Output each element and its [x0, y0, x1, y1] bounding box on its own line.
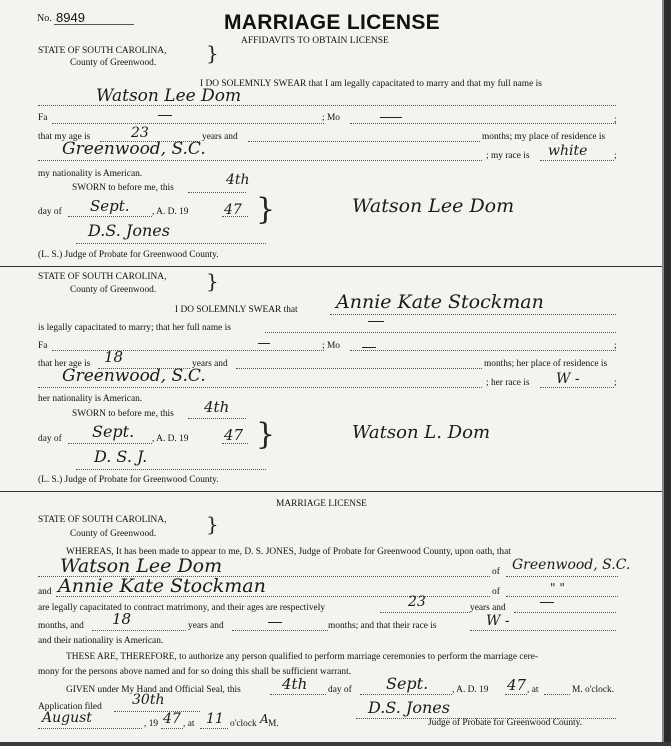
groom-age-prefix: that my age is — [38, 132, 91, 142]
license-months1-line — [514, 612, 616, 613]
bride-month-line — [68, 443, 152, 444]
groom-residence-line — [38, 160, 482, 161]
license-filed-time-line — [200, 728, 228, 729]
license-filed-m-handwritten: A — [260, 712, 269, 726]
bride-state: STATE OF SOUTH CAROLINA, — [38, 272, 167, 282]
scan-edge — [664, 0, 671, 746]
bride-sworn-brace: } — [256, 417, 276, 452]
bride-judge-signature: D. S. J. — [94, 447, 148, 466]
groom-nationality: my nationality is American. — [38, 169, 143, 179]
semicolon: ; — [614, 151, 617, 161]
bride-fa-line — [52, 350, 324, 351]
groom-state-brace: } — [206, 41, 219, 65]
groom-months-line — [248, 141, 480, 142]
bride-capacitated: is legally capacitated to marry; that her full name is — [38, 323, 231, 333]
bride-race-line — [540, 387, 614, 388]
license-county: County of Greenwood. — [70, 529, 157, 539]
semicolon: ; — [614, 341, 617, 351]
license-ad: , A. D. 19 — [452, 685, 489, 695]
license-age1-handwritten: 23 — [408, 594, 426, 610]
license-given-year-line — [505, 694, 527, 695]
document-subtitle: AFFIDAVITS TO OBTAIN LICENSE — [241, 36, 389, 46]
groom-signature: Watson Lee Dom — [352, 195, 515, 217]
license-judge-caption: Judge of Probate for Greenwood County. — [428, 718, 583, 728]
bride-year-handwritten: 47 — [224, 426, 244, 444]
groom-state: STATE OF SOUTH CAROLINA, — [38, 46, 167, 56]
license-of-1: of — [492, 567, 500, 577]
license-judge-signature: D.S. Jones — [368, 698, 450, 717]
license-m: M. — [268, 719, 279, 729]
groom-month-handwritten: Sept. — [90, 197, 130, 215]
license-ages-text: are legally capacitated to contract matrimony, and their ages are respectively — [38, 603, 326, 613]
license-race-handwritten: W - — [486, 613, 510, 629]
groom-mo-line — [350, 123, 616, 124]
document-title: MARRIAGE LICENSE — [224, 11, 440, 34]
license-year-prefix: , 19 — [144, 719, 159, 729]
groom-months-text: months; my place of residence is — [482, 132, 606, 142]
groom-day-of: day of — [38, 207, 62, 217]
groom-swear-text: I DO SOLEMNLY SWEAR that I am legally capacitated to marry and that my full name is — [200, 79, 542, 89]
license-whereas: WHEREAS, It has been made to appear to me, D. S. JONES, Judge of Probate for Greenwood County, upon oath, that — [66, 547, 511, 557]
license-nationality: and their nationality is American. — [38, 636, 164, 646]
license-given-month-line — [360, 694, 452, 695]
bride-months-line — [236, 368, 482, 369]
bride-nationality: her nationality is American. — [38, 394, 143, 404]
license-filed-month-line — [38, 728, 142, 729]
bride-name-handwritten: Annie Kate Stockman — [336, 291, 544, 313]
section-divider-1 — [0, 266, 671, 267]
license-months2-dash — [268, 622, 282, 623]
groom-year-handwritten: 47 — [224, 202, 242, 218]
groom-name-handwritten: Watson Lee Dom — [96, 86, 242, 106]
license-groom-residence-handwritten: Greenwood, S.C. — [512, 557, 631, 573]
bride-judge-line — [76, 469, 266, 470]
bride-age-suffix: years and — [192, 359, 228, 369]
license-months-and: months, and — [38, 621, 84, 631]
license-filed: Application filed — [38, 702, 102, 712]
groom-judge-line — [76, 243, 266, 244]
bride-mo-line — [350, 350, 616, 351]
groom-fa-line — [52, 123, 324, 124]
groom-ad: , A. D. 19 — [152, 207, 189, 217]
license-given-time-line — [544, 694, 570, 695]
license-filed-month-handwritten: August — [42, 710, 92, 726]
license-heading: MARRIAGE LICENSE — [276, 499, 367, 509]
license-months2-line — [232, 630, 328, 631]
groom-age-handwritten: 23 — [131, 125, 149, 141]
groom-mo-dash — [380, 117, 402, 118]
bride-state-brace: } — [206, 269, 219, 293]
bride-residence-handwritten: Greenwood, S.C. — [62, 366, 206, 386]
license-age2-handwritten: 18 — [112, 610, 132, 628]
license-race-line — [470, 630, 616, 631]
license-oclock-2: o'clock — [230, 719, 257, 729]
groom-judge-caption: (L. S.) Judge of Probate for Greenwood County. — [38, 250, 219, 260]
license-number-label: No. — [37, 13, 52, 24]
groom-year-line — [222, 216, 248, 217]
groom-sworn-text: SWORN to before me, this — [72, 183, 174, 193]
license-months1-dash — [540, 602, 554, 603]
groom-age-suffix: years and — [202, 132, 238, 142]
groom-sworn-day-handwritten: 4th — [226, 172, 250, 188]
bride-age-prefix: that her age is — [38, 359, 91, 369]
groom-judge-signature: D.S. Jones — [88, 221, 170, 240]
license-given-day-handwritten: 4th — [282, 675, 308, 693]
license-state-brace: } — [206, 512, 219, 536]
license-at-2: , at — [183, 719, 195, 729]
bride-fa-dash — [258, 343, 270, 344]
bride-month-handwritten: Sept. — [92, 422, 135, 441]
section-divider-2 — [0, 491, 671, 492]
groom-residence-handwritten: Greenwood, S.C. — [62, 139, 206, 159]
groom-race-line — [540, 160, 614, 161]
bride-ad: , A. D. 19 — [152, 434, 189, 444]
groom-race-label: ; my race is — [486, 151, 530, 161]
bride-signature: Watson L. Dom — [352, 422, 491, 443]
bride-mo-label: ; Mo — [322, 341, 340, 351]
license-these-are-2: mony for the persons above named and for so doing this shall be sufficient warrant. — [38, 667, 352, 677]
bride-year-line — [222, 443, 248, 444]
license-filed-time-handwritten: 11 — [206, 711, 224, 727]
license-filed-day-handwritten: 30th — [132, 692, 165, 708]
number-line — [54, 24, 134, 25]
bride-swear-text: I DO SOLEMNLY SWEAR that — [175, 305, 298, 315]
license-filed-year-handwritten: 47 — [163, 711, 181, 727]
license-oclock: M. o'clock. — [572, 685, 615, 695]
license-state: STATE OF SOUTH CAROLINA, — [38, 515, 167, 525]
groom-month-line — [68, 216, 152, 217]
scan-bottom-edge — [0, 742, 671, 746]
bride-mo-dash — [362, 347, 376, 348]
license-given-month-handwritten: Sept. — [386, 674, 429, 693]
license-given: GIVEN under My Hand and Official Seal, this — [66, 685, 241, 695]
groom-name-line — [38, 105, 616, 106]
license-years-and: years and — [470, 603, 506, 613]
bride-county: County of Greenwood. — [70, 285, 157, 295]
bride-fa-label: Fa — [38, 341, 48, 351]
bride-race-label: ; her race is — [486, 378, 530, 388]
license-given-year-handwritten: 47 — [507, 676, 527, 694]
license-groom-handwritten: Watson Lee Dom — [60, 555, 223, 577]
groom-sworn-brace: } — [256, 192, 276, 227]
license-years-and-2: years and — [188, 621, 224, 631]
license-filed-year-line — [161, 728, 183, 729]
license-at: , at — [527, 685, 539, 695]
semicolon: ; — [614, 378, 617, 388]
bride-judge-caption: (L. S.) Judge of Probate for Greenwood County. — [38, 475, 219, 485]
license-number: 8949 — [56, 10, 85, 25]
bride-sworn-text: SWORN to before me, this — [72, 409, 174, 419]
license-race-text: months; and that their race is — [328, 621, 437, 631]
groom-race-handwritten: white — [548, 143, 588, 159]
bride-months-text: months; her place of residence is — [484, 359, 608, 369]
bride-fullname-line — [265, 332, 616, 333]
bride-fullname-dash — [368, 321, 384, 322]
license-bride-residence-line — [506, 596, 618, 597]
license-age1-line — [380, 612, 470, 613]
license-of-2: of — [492, 587, 500, 597]
bride-age-handwritten: 18 — [104, 348, 124, 366]
bride-name-line — [330, 314, 616, 315]
license-age2-line — [92, 630, 186, 631]
bride-race-handwritten: W - — [556, 371, 580, 387]
groom-sworn-day-line — [188, 192, 246, 193]
bride-day-of: day of — [38, 434, 62, 444]
license-bride-handwritten: Annie Kate Stockman — [58, 575, 266, 597]
groom-mo-label: ; Mo — [322, 113, 340, 123]
license-these-are-1: THESE ARE, THEREFORE, to authorize any person qualified to perform marriage ceremonies to perform the marriage cere- — [66, 652, 539, 662]
license-filed-day-line — [114, 711, 200, 712]
groom-fa-dash — [158, 115, 172, 116]
license-bride-residence-handwritten: " " — [550, 581, 565, 595]
groom-fa-label: Fa — [38, 113, 48, 123]
license-and: and — [38, 587, 52, 597]
groom-county: County of Greenwood. — [70, 58, 157, 68]
bride-sworn-day-handwritten: 4th — [204, 398, 230, 416]
license-groom-residence-line — [506, 576, 618, 577]
license-given-day-line — [270, 694, 326, 695]
license-day-of: day of — [328, 685, 352, 695]
bride-residence-line — [38, 387, 482, 388]
semicolon: ; — [614, 115, 617, 125]
bride-sworn-day-line — [188, 418, 246, 419]
